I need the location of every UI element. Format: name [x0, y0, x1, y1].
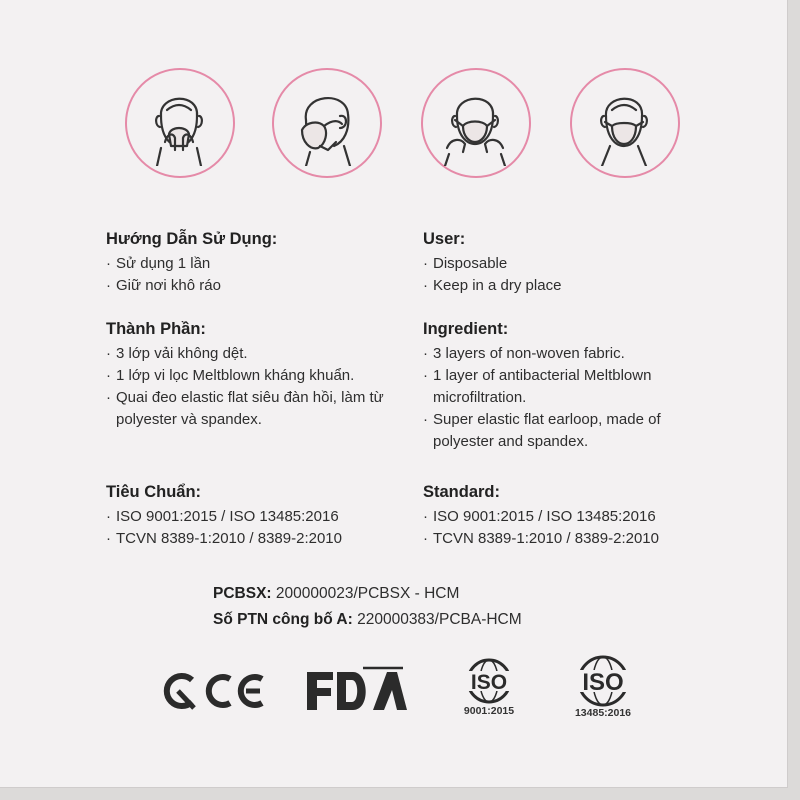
step-2-side-fit-icon: [272, 68, 382, 178]
en-ingredients-title: Ingredient:: [423, 320, 509, 338]
vi-usage-item: · Sử dụng 1 lần: [106, 255, 211, 272]
vi-standard-title: Tiêu Chuẩn:: [106, 483, 202, 501]
en-usage-item: · Disposable: [423, 255, 508, 272]
vi-ingredients-item: · Quai đeo elastic flat siêu đàn hồi, làm từ polyester và spandex.: [106, 389, 384, 428]
ptn-label: Số PTN công bố A:: [213, 611, 353, 628]
en-usage-title: User:: [423, 230, 466, 248]
svg-text:ISO: ISO: [470, 671, 508, 694]
en-standard-item: · TCVN 8389-1:2010 / 8389-2:2010: [423, 530, 659, 547]
svg-text:ISO: ISO: [582, 669, 624, 696]
vi-usage-section: [106, 230, 426, 297]
en-usage-item: · Keep in a dry place: [423, 277, 562, 294]
en-ingredients-item: · Super elastic flat earloop, made of polyester and spandex.: [423, 411, 661, 450]
en-standard-title: Standard:: [423, 483, 501, 501]
step-3-adjust-straps-icon: [421, 68, 531, 178]
vi-ingredients-title: Thành Phần:: [106, 320, 206, 338]
vi-ingredients-section: [106, 320, 426, 431]
vi-ingredients-item: · 3 lớp vải không dệt.: [106, 345, 248, 362]
en-standard-item: · ISO 9001:2015 / ISO 13485:2016: [423, 508, 656, 525]
vi-usage-title: Hướng Dẫn Sử Dụng:: [106, 230, 278, 248]
en-ingredients-item: · 1 layer of antibacterial Meltblown microfiltration.: [423, 367, 652, 406]
en-usage-section: [423, 230, 743, 297]
ptn-line: [213, 611, 522, 629]
en-standard-section: [423, 483, 743, 550]
ptn-value: 220000383/PCBA-HCM: [357, 611, 522, 628]
step-1-hold-mask-icon: [125, 68, 235, 178]
vi-standard-section: [106, 483, 426, 550]
en-ingredients-section: [423, 320, 703, 453]
iso-13485-caption: 13485:2016: [574, 707, 632, 719]
fda-logo-icon: [303, 666, 409, 716]
vi-usage-item: · Giữ nơi khô ráo: [106, 277, 221, 294]
vi-standard-item: · ISO 9001:2015 / ISO 13485:2016: [106, 508, 339, 525]
iso-9001-caption: 9001:2015: [463, 705, 515, 717]
vi-ingredients-item: · 1 lớp vi lọc Meltblown kháng khuẩn.: [106, 367, 355, 384]
en-ingredients-item: · 3 layers of non-woven fabric.: [423, 345, 625, 362]
iso-9001-logo-icon: [457, 658, 521, 704]
pcbsx-label: PCBSX:: [213, 585, 272, 602]
vi-standard-item: · TCVN 8389-1:2010 / 8389-2:2010: [106, 530, 342, 547]
pcbsx-line: [213, 585, 459, 603]
iso-13485-logo-icon: [566, 655, 640, 707]
pcbsx-value: 200000023/PCBSX - HCM: [275, 585, 460, 602]
step-4-worn-icon: [570, 68, 680, 178]
qce-logo-icon: [158, 670, 270, 712]
